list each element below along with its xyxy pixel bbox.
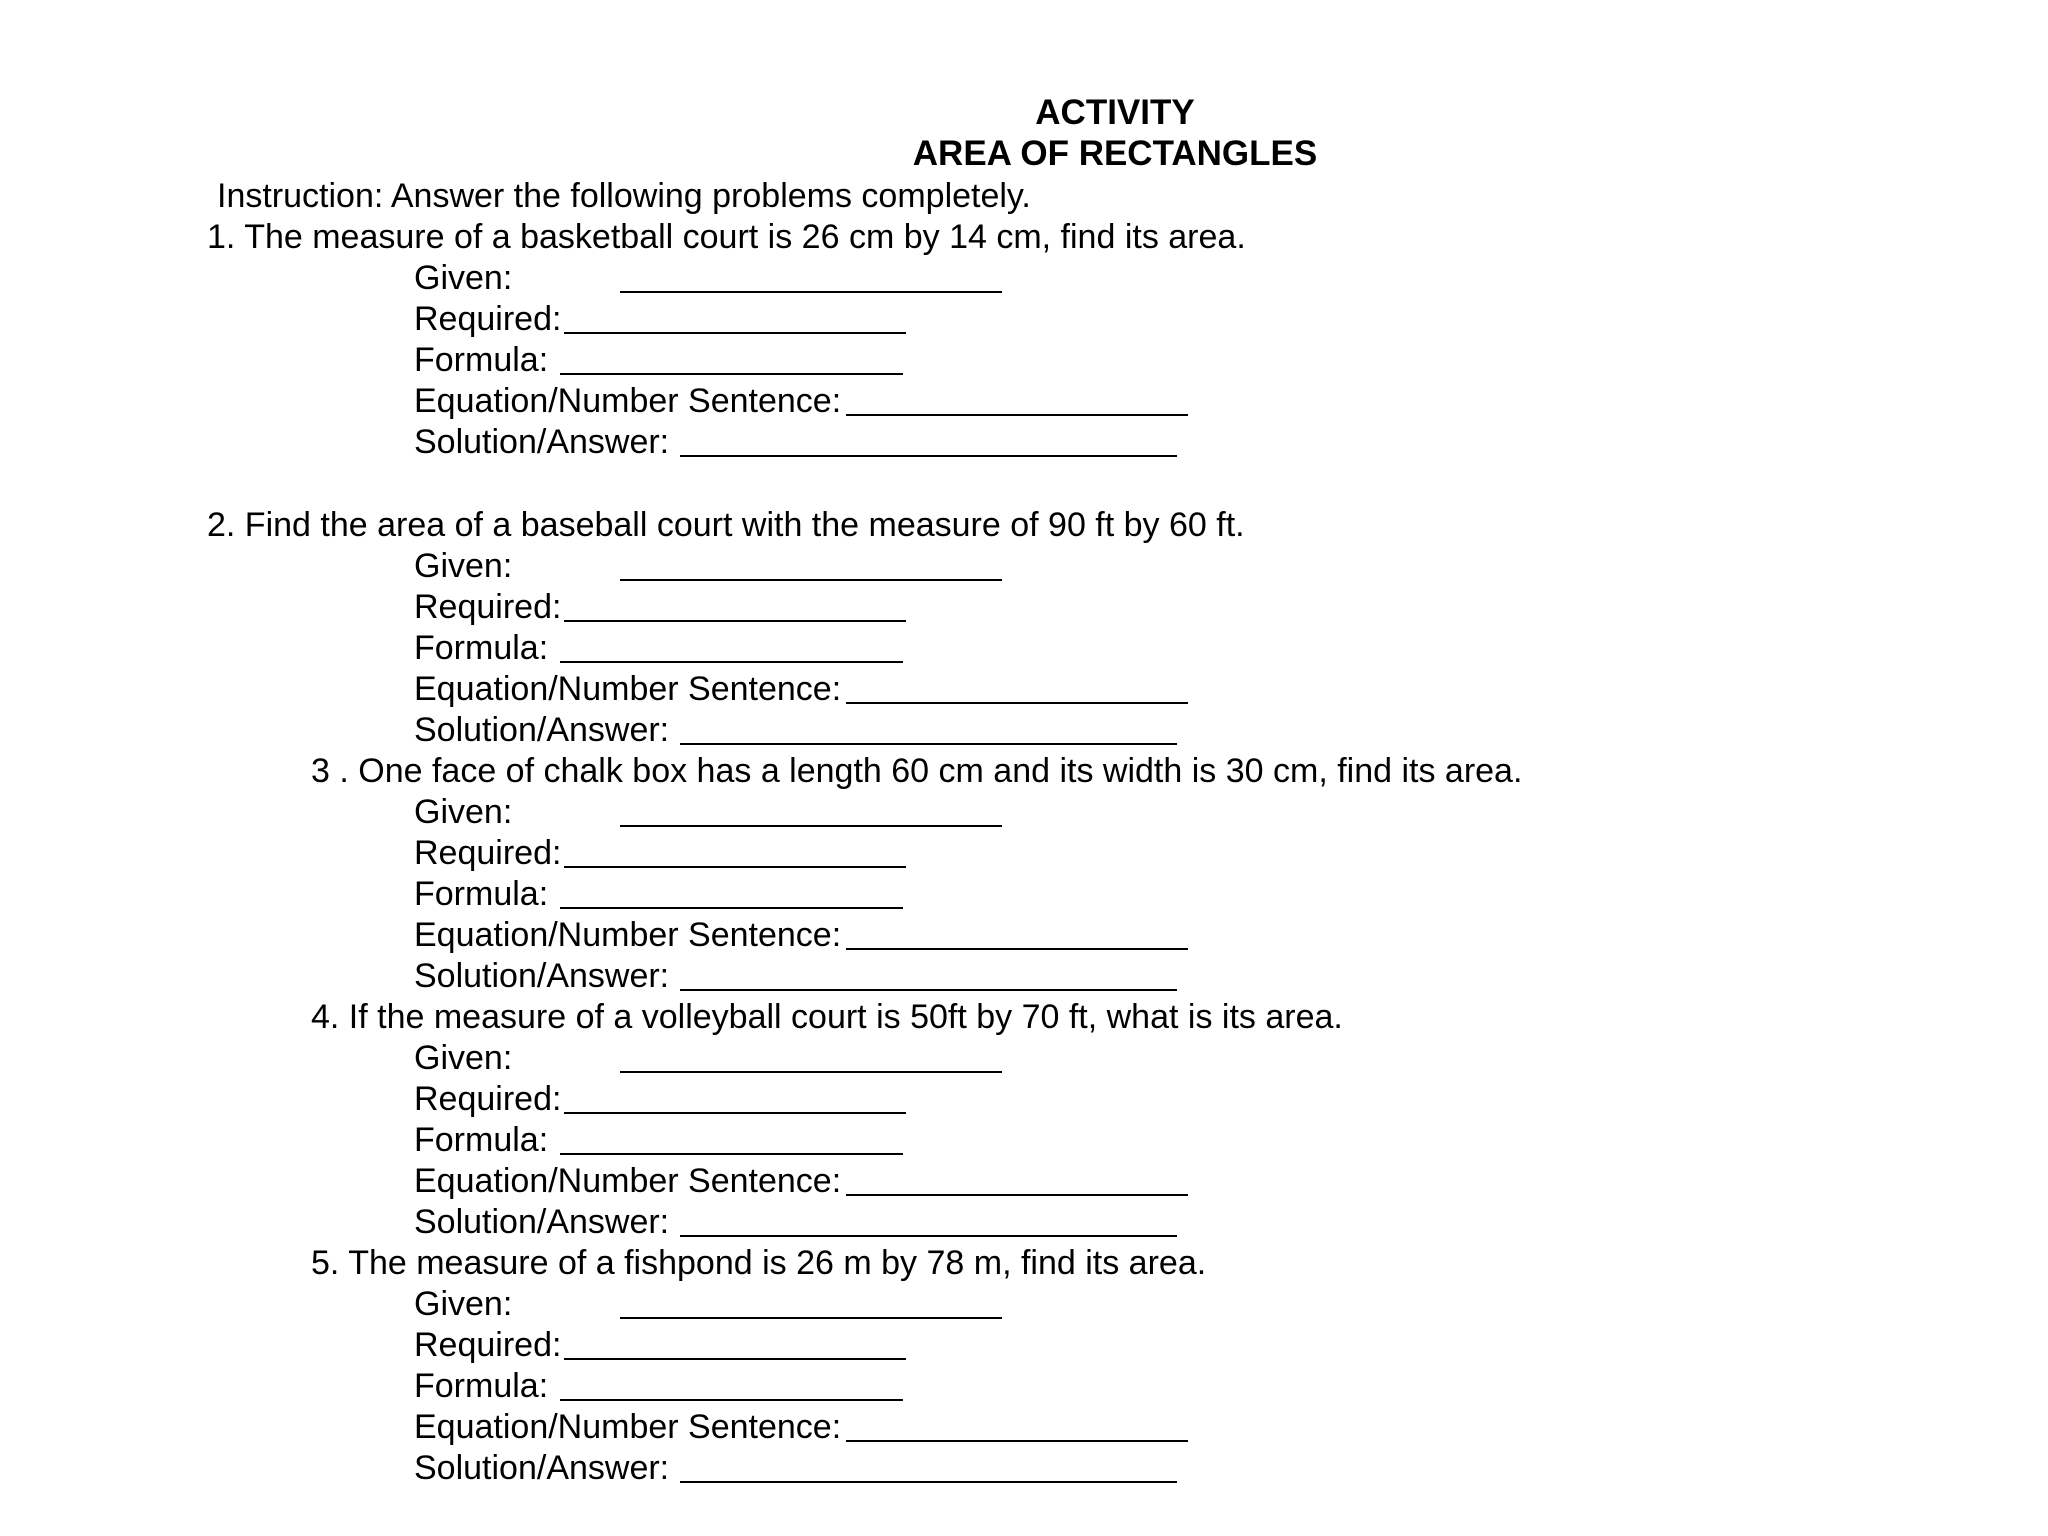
formula-label: Formula:	[414, 875, 549, 913]
equation-label: Equation/Number Sentence:	[414, 670, 842, 708]
given-label: Given:	[414, 793, 513, 831]
given-label: Given:	[414, 1285, 513, 1323]
problem-1-question: 1. The measure of a basketball court is 26 cm by 14 cm, find its area.	[207, 218, 1246, 256]
page-subtitle: AREA OF RECTANGLES	[912, 134, 1318, 173]
formula-answer-blank[interactable]	[560, 1366, 903, 1401]
required-answer-blank[interactable]	[564, 1325, 906, 1360]
equation-answer-blank[interactable]	[846, 1407, 1188, 1442]
given-answer-blank[interactable]	[620, 258, 1002, 293]
given-answer-blank[interactable]	[620, 1038, 1002, 1073]
equation-answer-blank[interactable]	[846, 1161, 1188, 1196]
given-label: Given:	[414, 1039, 513, 1077]
formula-answer-blank[interactable]	[560, 874, 903, 909]
instruction-text: Instruction: Answer the following problems completely.	[217, 177, 1031, 215]
formula-answer-blank[interactable]	[560, 340, 903, 375]
given-answer-blank[interactable]	[620, 546, 1002, 581]
solution-answer-blank[interactable]	[680, 710, 1177, 745]
equation-label: Equation/Number Sentence:	[414, 916, 842, 954]
solution-answer-blank[interactable]	[680, 422, 1177, 457]
formula-answer-blank[interactable]	[560, 1120, 903, 1155]
formula-label: Formula:	[414, 341, 549, 379]
solution-label: Solution/Answer:	[414, 423, 670, 461]
formula-answer-blank[interactable]	[560, 628, 903, 663]
solution-answer-blank[interactable]	[680, 1448, 1177, 1483]
formula-label: Formula:	[414, 1367, 549, 1405]
solution-label: Solution/Answer:	[414, 1449, 670, 1487]
equation-label: Equation/Number Sentence:	[414, 1162, 842, 1200]
solution-answer-blank[interactable]	[680, 956, 1177, 991]
required-answer-blank[interactable]	[564, 587, 906, 622]
required-answer-blank[interactable]	[564, 299, 906, 334]
equation-label: Equation/Number Sentence:	[414, 382, 842, 420]
equation-answer-blank[interactable]	[846, 915, 1188, 950]
given-answer-blank[interactable]	[620, 792, 1002, 827]
solution-label: Solution/Answer:	[414, 957, 670, 995]
given-label: Given:	[414, 547, 513, 585]
required-label: Required:	[414, 1080, 562, 1118]
required-label: Required:	[414, 834, 562, 872]
equation-answer-blank[interactable]	[846, 669, 1188, 704]
problem-2-question: 2. Find the area of a baseball court with the measure of 90 ft by 60 ft.	[207, 506, 1245, 544]
solution-label: Solution/Answer:	[414, 1203, 670, 1241]
required-answer-blank[interactable]	[564, 1079, 906, 1114]
required-label: Required:	[414, 588, 562, 626]
given-label: Given:	[414, 259, 513, 297]
required-label: Required:	[414, 300, 562, 338]
formula-label: Formula:	[414, 629, 549, 667]
problem-4-question: 4. If the measure of a volleyball court is 50ft by 70 ft, what is its area.	[311, 998, 1343, 1036]
required-label: Required:	[414, 1326, 562, 1364]
given-answer-blank[interactable]	[620, 1284, 1002, 1319]
page-title: ACTIVITY	[1035, 93, 1195, 132]
problem-5-question: 5. The measure of a fishpond is 26 m by 78 m, find its area.	[311, 1244, 1207, 1282]
problem-3-question: 3 . One face of chalk box has a length 60 cm and its width is 30 cm, find its area.	[311, 752, 1523, 790]
formula-label: Formula:	[414, 1121, 549, 1159]
required-answer-blank[interactable]	[564, 833, 906, 868]
solution-answer-blank[interactable]	[680, 1202, 1177, 1237]
solution-label: Solution/Answer:	[414, 711, 670, 749]
equation-answer-blank[interactable]	[846, 381, 1188, 416]
equation-label: Equation/Number Sentence:	[414, 1408, 842, 1446]
